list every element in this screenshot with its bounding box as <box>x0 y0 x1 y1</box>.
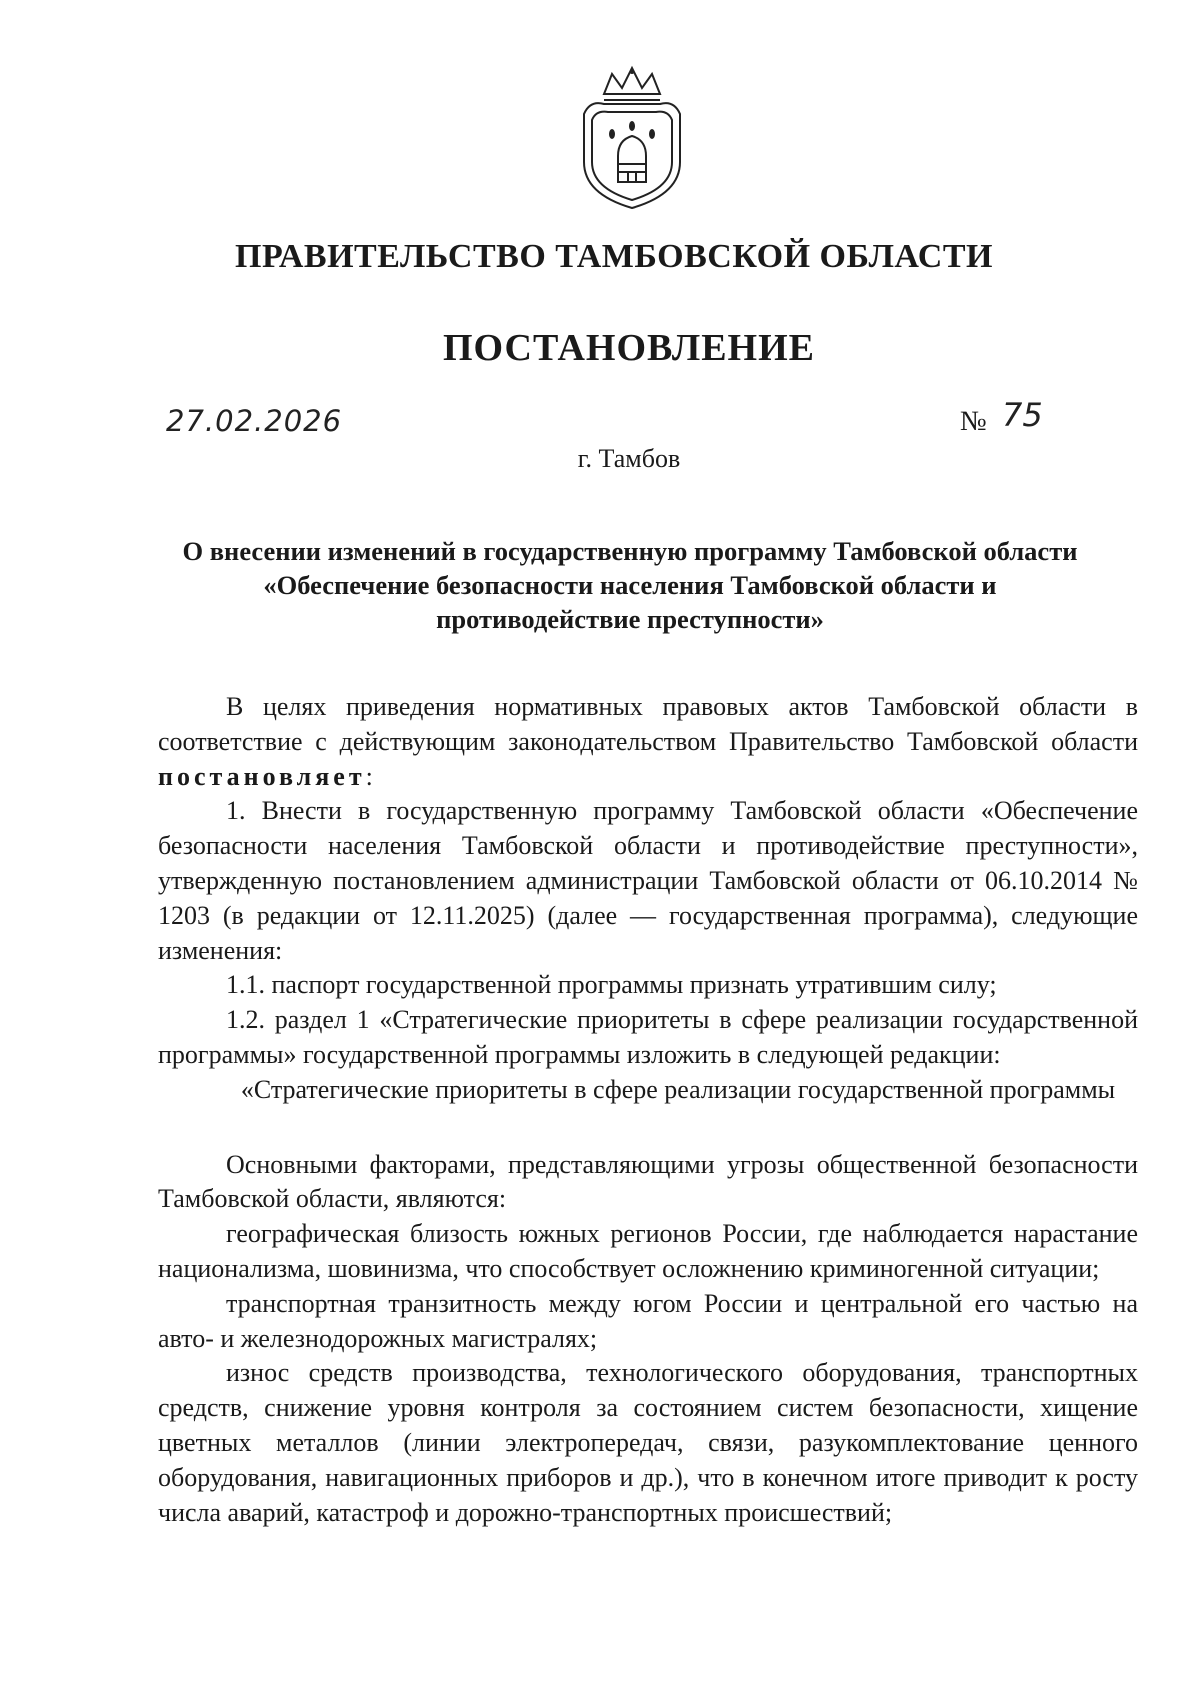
intro-paragraph <box>158 690 1138 794</box>
quote-heading: «Стратегические приоритеты в сфере реализации государственной программы <box>240 1074 1116 1104</box>
item-1-2: 1.2. раздел 1 «Стратегические приоритеты в сфере реализации государственной программы» государственной программы изложить в следующей редакции: <box>158 1005 1138 1069</box>
intro-text: В целях приведения нормативных правовых актов Тамбовской области в соответствие с действующим законодательством Правительство Тамбовской области <box>158 692 1138 756</box>
document-type-heading: ПОСТАНОВЛЕНИЕ <box>442 327 816 369</box>
organization-heading: ПРАВИТЕЛЬСТВО ТАМБОВСКОЙ ОБЛАСТИ <box>235 238 993 275</box>
item-1-1: 1.1. паспорт государственной программы признать утратившим силу; <box>226 970 997 1000</box>
document-title <box>140 534 1120 636</box>
factor-1: географическая близость южных регионов России, где наблюдается нарастание национализма, шовинизма, что способствует осложнению криминогенной ситуации; <box>158 1219 1138 1283</box>
intro-colon: : <box>365 761 373 791</box>
factor-3: износ средств производства, технологического оборудования, транспортных средств, снижение уровня контроля за состоянием систем безопасности, хищение цветных металлов (линии электропередач, связи, разукомплектование ценного оборудования, навигационных приборов и др.), что в конечном итоге приводит к росту числа аварий, катастроф и дорожно-транспортных происшествий; <box>158 1358 1138 1527</box>
factors-intro: Основными факторами, представляющими угрозы общественной безопасности Тамбовской области, являются: <box>158 1149 1138 1214</box>
intro-verb: постановляет <box>158 761 366 791</box>
title-line-1: О внесении изменений в государственную программу Тамбовской области <box>182 536 1078 566</box>
number-label: № <box>960 406 987 437</box>
city-label: г. Тамбов <box>577 444 681 473</box>
title-line-2: «Обеспечение безопасности населения Тамбовской области и <box>263 570 997 600</box>
handwritten-date: 27.02.2026 <box>166 404 343 438</box>
document-body <box>158 690 1138 1530</box>
title-line-3: противодействие преступности» <box>436 604 824 634</box>
factor-2: транспортная транзитность между югом России и центральной его частью на авто- и железнодорожных магистралях; <box>158 1288 1138 1353</box>
item-1: 1. Внести в государственную программу Тамбовской области «Обеспечение безопасности населения Тамбовской области и противодействие преступности», утвержденную постановлением администрации Тамбовской области от 06.10.2014 № 1203 (в редакции от 12.11.2025) (далее — государственная программа), следующие изменения: <box>158 796 1138 965</box>
coat-of-arms-emblem <box>578 64 686 212</box>
spacer <box>158 1108 1138 1148</box>
handwritten-number: 75 <box>1002 396 1043 434</box>
